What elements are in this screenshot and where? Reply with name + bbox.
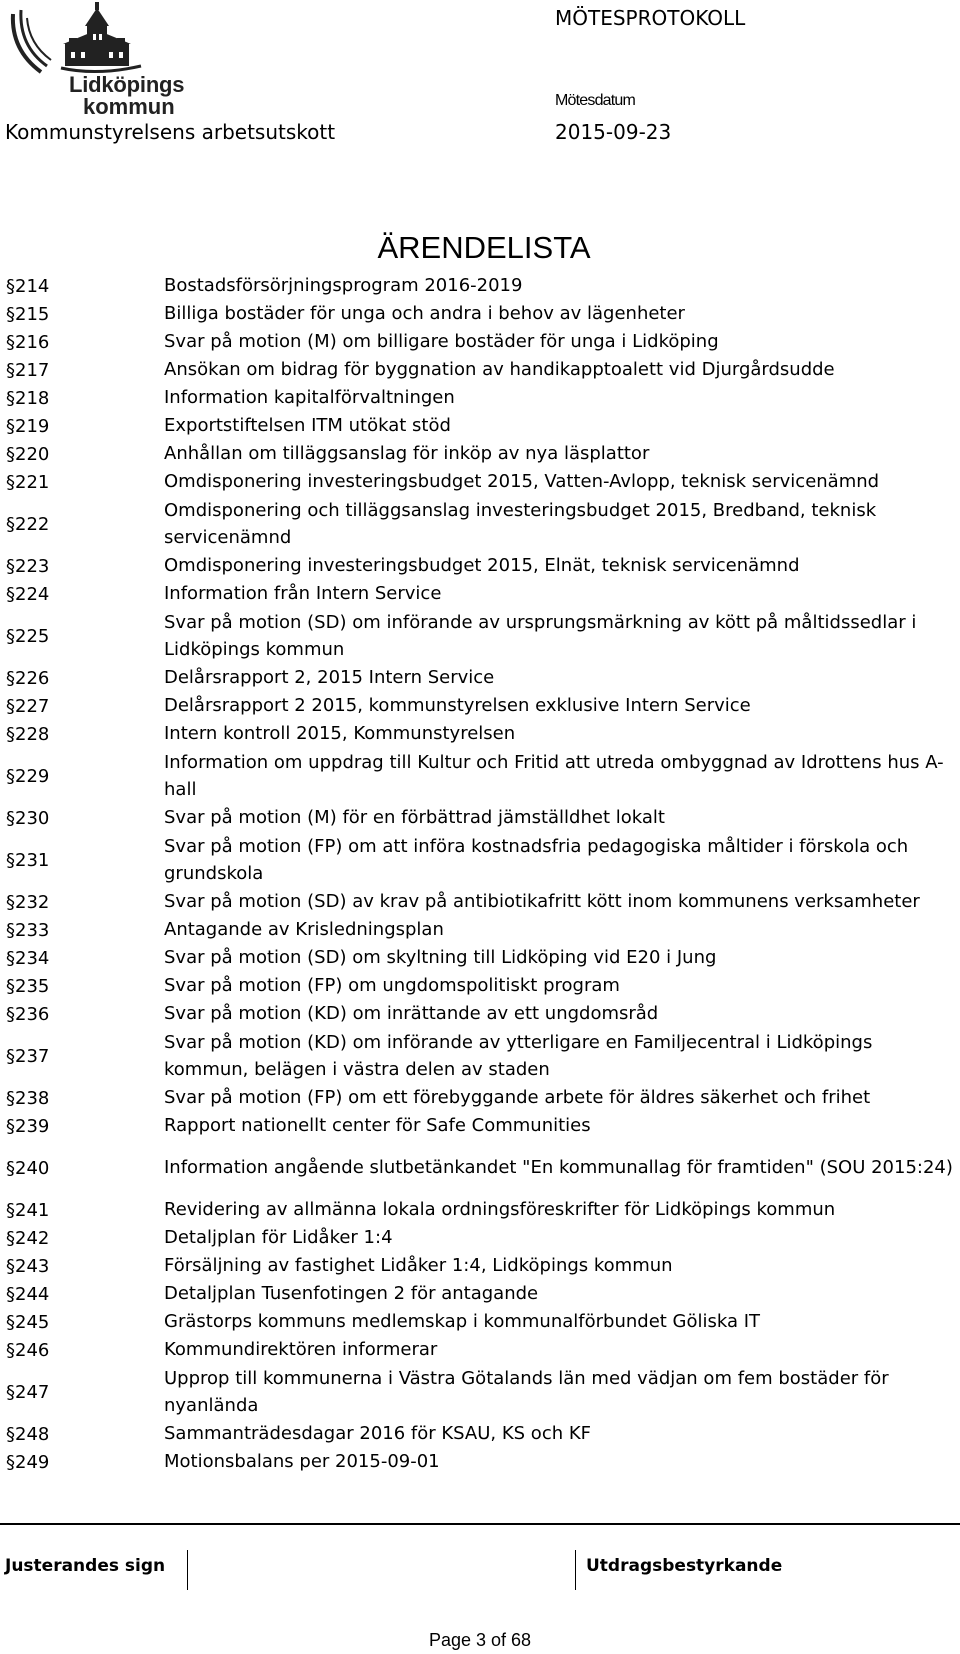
paragraph-number: §243 [6, 1255, 50, 1277]
paragraph-number: §225 [6, 625, 50, 647]
agenda-item [0, 1420, 960, 1448]
agenda-item [0, 1308, 960, 1336]
agenda-item-text: Information kapitalförvaltningen [164, 387, 455, 409]
agenda-item [0, 664, 960, 692]
agenda-item [0, 1196, 960, 1224]
agenda-item [0, 580, 960, 608]
agenda-item-text: Svar på motion (M) för en förbättrad jämställdhet lokalt [164, 807, 665, 829]
agenda-item-text: Omdisponering och tilläggsanslag investeringsbudget 2015, Bredband, teknisk servicenämnd [164, 499, 877, 548]
agenda-item-text: Ansökan om bidrag för byggnation av handikapptoalett vid Djurgårdsudde [164, 359, 835, 381]
agenda-item [0, 300, 960, 328]
paragraph-number: §235 [6, 975, 50, 997]
agenda-item [0, 720, 960, 748]
paragraph-number: §246 [6, 1339, 50, 1361]
agenda-item-text: Revidering av allmänna lokala ordningsföreskrifter för Lidköpings kommun [164, 1199, 836, 1221]
agenda-item-text: Bostadsförsörjningsprogram 2016-2019 [164, 275, 523, 297]
organization-name: Kommunstyrelsens arbetsutskott [5, 120, 336, 144]
agenda-item-text: Svar på motion (FP) om ungdomspolitiskt program [164, 975, 620, 997]
agenda-item-text: Svar på motion (KD) om införande av ytterligare en Familjecentral i Lidköpings kommun, belägen i västra delen av staden [164, 1031, 873, 1080]
signature-label-left: Justerandes sign [5, 1556, 166, 1576]
agenda-item [0, 440, 960, 468]
agenda-item [0, 496, 960, 552]
paragraph-number: §239 [6, 1115, 50, 1137]
agenda-item [0, 1224, 960, 1252]
agenda-item-text: Motionsbalans per 2015-09-01 [164, 1451, 440, 1473]
crest-icon [5, 0, 165, 78]
paragraph-number: §234 [6, 947, 50, 969]
list-title: ÄRENDELISTA [377, 230, 591, 265]
agenda-item-text: Billiga bostäder för unga och andra i behov av lägenheter [164, 303, 685, 325]
agenda-item-text: Anhållan om tilläggsanslag för inköp av nya läsplattor [164, 443, 650, 465]
agenda-item [0, 1336, 960, 1364]
agenda-item-text: Svar på motion (M) om billigare bostäder för unga i Lidköping [164, 331, 719, 353]
logo-text-line2: kommun [83, 94, 175, 119]
signature-box-divider [575, 1550, 576, 1590]
agenda-item [0, 328, 960, 356]
agenda-item-text: Detaljplan för Lidåker 1:4 [164, 1227, 393, 1249]
paragraph-number: §218 [6, 387, 50, 409]
agenda-item [0, 832, 960, 888]
agenda-item-text: Grästorps kommuns medlemskap i kommunalförbundet Göliska IT [164, 1311, 761, 1333]
paragraph-number: §224 [6, 583, 50, 605]
municipality-logo [5, 0, 185, 119]
paragraph-number: §245 [6, 1311, 50, 1333]
meeting-date: 2015-09-23 [555, 120, 672, 144]
agenda-item [0, 1084, 960, 1112]
agenda-item-text: Upprop till kommunerna i Västra Götalands län med vädjan om fem bostäder för nyanlända [164, 1367, 889, 1416]
document-type: MÖTESPROTOKOLL [555, 6, 746, 30]
agenda-item [0, 468, 960, 496]
paragraph-number: §220 [6, 443, 50, 465]
paragraph-number: §230 [6, 807, 50, 829]
paragraph-number: §231 [6, 849, 50, 871]
agenda-list [0, 272, 960, 1476]
paragraph-number: §227 [6, 695, 50, 717]
agenda-item [0, 356, 960, 384]
agenda-item [0, 916, 960, 944]
agenda-item [0, 272, 960, 300]
paragraph-number: §216 [6, 331, 50, 353]
paragraph-number: §217 [6, 359, 50, 381]
paragraph-number: §247 [6, 1381, 50, 1403]
paragraph-number: §226 [6, 667, 50, 689]
paragraph-number: §236 [6, 1003, 50, 1025]
agenda-item [0, 1112, 960, 1140]
page-number: Page 3 of 68 [428, 1630, 532, 1650]
agenda-item-text: Omdisponering investeringsbudget 2015, Vatten-Avlopp, teknisk servicenämnd [164, 471, 880, 493]
footer-divider [0, 1523, 960, 1525]
agenda-item-text: Försäljning av fastighet Lidåker 1:4, Lidköpings kommun [164, 1255, 673, 1277]
agenda-item-text: Exportstiftelsen ITM utökat stöd [164, 415, 451, 437]
paragraph-number: §242 [6, 1227, 50, 1249]
paragraph-number: §233 [6, 919, 50, 941]
signature-label-right: Utdragsbestyrkande [586, 1556, 783, 1576]
paragraph-number: §223 [6, 555, 50, 577]
agenda-item [0, 972, 960, 1000]
agenda-item-text: Delårsrapport 2, 2015 Intern Service [164, 667, 495, 689]
agenda-item [0, 1280, 960, 1308]
logo-text-line1: Lidköpings [69, 72, 185, 97]
agenda-item-text: Detaljplan Tusenfotingen 2 för antagande [164, 1283, 539, 1305]
paragraph-number: §240 [6, 1157, 50, 1179]
agenda-item [0, 1000, 960, 1028]
agenda-item-text: Svar på motion (SD) om skyltning till Lidköping vid E20 i Jung [164, 947, 717, 969]
agenda-item-text: Information angående slutbetänkandet "En kommunallag för framtiden" (SOU 2015:24) [164, 1157, 953, 1179]
agenda-item-text: Delårsrapport 2 2015, kommunstyrelsen exklusive Intern Service [164, 695, 751, 717]
agenda-item [0, 412, 960, 440]
agenda-item-text: Omdisponering investeringsbudget 2015, Elnät, teknisk servicenämnd [164, 555, 800, 577]
agenda-item [0, 1028, 960, 1084]
agenda-item [0, 608, 960, 664]
meeting-date-label: Mötesdatum [555, 92, 636, 109]
agenda-item-text: Rapport nationellt center för Safe Communities [164, 1115, 591, 1137]
agenda-item-text: Svar på motion (FP) om ett förebyggande arbete för äldres säkerhet och frihet [164, 1087, 871, 1109]
agenda-item-text: Sammanträdesdagar 2016 för KSAU, KS och KF [164, 1423, 592, 1445]
agenda-item [0, 888, 960, 916]
paragraph-number: §219 [6, 415, 50, 437]
agenda-item [0, 1448, 960, 1476]
agenda-item-text: Information från Intern Service [164, 583, 442, 605]
paragraph-number: §244 [6, 1283, 50, 1305]
paragraph-number: §237 [6, 1045, 50, 1067]
agenda-item [0, 692, 960, 720]
agenda-item [0, 1140, 960, 1196]
agenda-item-text: Svar på motion (SD) av krav på antibiotikafritt kött inom kommunens verksamheter [164, 891, 920, 913]
agenda-item-text: Svar på motion (FP) om att införa kostnadsfria pedagogiska måltider i förskola och grundskola [164, 835, 909, 884]
paragraph-number: §222 [6, 513, 50, 535]
agenda-item-text: Svar på motion (SD) om införande av ursprungsmärkning av kött på måltidssedlar i Lidköpings kommun [164, 611, 917, 660]
agenda-item [0, 748, 960, 804]
paragraph-number: §221 [6, 471, 50, 493]
agenda-item [0, 384, 960, 412]
paragraph-number: §241 [6, 1199, 50, 1221]
paragraph-number: §214 [6, 275, 50, 297]
agenda-item [0, 1364, 960, 1420]
paragraph-number: §215 [6, 303, 50, 325]
agenda-item [0, 804, 960, 832]
agenda-item-text: Information om uppdrag till Kultur och Fritid att utreda ombyggnad av Idrottens hus A-hall [164, 751, 944, 800]
agenda-item-text: Svar på motion (KD) om inrättande av ett ungdomsråd [164, 1003, 659, 1025]
agenda-item [0, 552, 960, 580]
agenda-item-text: Antagande av Krisledningsplan [164, 919, 444, 941]
agenda-item [0, 944, 960, 972]
paragraph-number: §232 [6, 891, 50, 913]
paragraph-number: §249 [6, 1451, 50, 1473]
agenda-item-text: Kommundirektören informerar [164, 1339, 438, 1361]
agenda-item-text: Intern kontroll 2015, Kommunstyrelsen [164, 723, 516, 745]
signature-box-divider [187, 1550, 188, 1590]
paragraph-number: §248 [6, 1423, 50, 1445]
paragraph-number: §228 [6, 723, 50, 745]
agenda-item [0, 1252, 960, 1280]
paragraph-number: §229 [6, 765, 50, 787]
paragraph-number: §238 [6, 1087, 50, 1109]
